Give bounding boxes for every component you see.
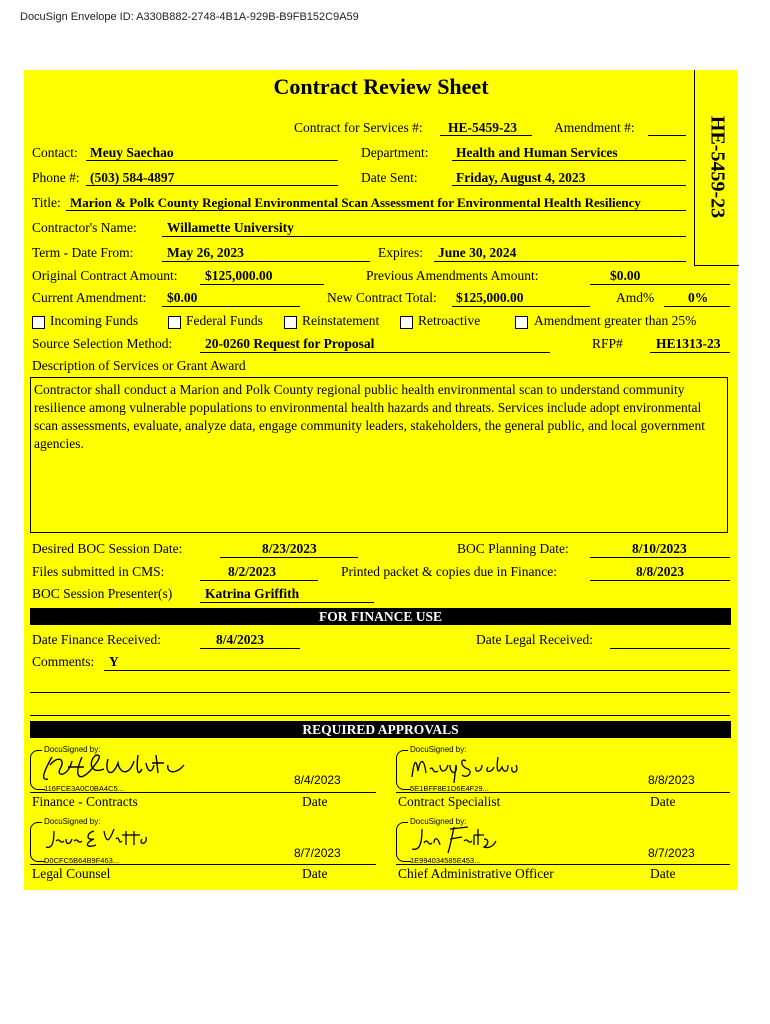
legal-counsel-role-label: Legal Counsel [32,866,111,881]
boc-planning-value: 8/10/2023 [632,541,687,556]
amendment-over-25-label: Amendment greater than 25% [534,313,697,328]
incoming-funds-label: Incoming Funds [50,313,139,328]
boc-presenter-value: Katrina Griffith [205,586,300,601]
date-sent-label: Date Sent: [361,170,418,185]
printed-packet-value: 8/8/2023 [636,564,685,579]
contractor-label: Contractor's Name: [32,220,137,235]
title-value: Marion & Polk County Regional Environmental Scan Assessment for Environmental Health Resiliency [70,195,641,210]
vertical-contract-number: HE-5459-23 [706,115,729,219]
current-amendment-label: Current Amendment: [32,290,147,305]
required-approvals-bar: REQUIRED APPROVALS [30,721,731,738]
desired-boc-value: 8/23/2023 [262,541,317,556]
signature-jeff-white [38,751,188,785]
incoming-funds-checkbox[interactable] [32,316,45,329]
amendment-label: Amendment #: [554,120,635,135]
signature-meuy-saechao [404,751,554,785]
federal-funds-checkbox[interactable] [168,316,181,329]
rfp-label: RFP# [592,336,623,351]
comments-label: Comments: [32,654,95,669]
desired-boc-label: Desired BOC Session Date: [32,541,183,556]
source-selection-label: Source Selection Method: [32,336,173,351]
envelope-id: DocuSign Envelope ID: A330B882-2748-4B1A-929B-B9FB152C9A59 [20,11,359,23]
date-sent-value: Friday, August 4, 2023 [456,170,586,185]
date-finance-received-value: 8/4/2023 [216,632,265,647]
new-total-value: $125,000.00 [456,290,524,305]
source-selection-value: 20-0260 Request for Proposal [205,336,375,351]
cao-role-label: Chief Administrative Officer [398,866,554,881]
reinstatement-checkbox[interactable] [284,316,297,329]
contract-for-services-label: Contract for Services #: [294,120,423,135]
finance-date-label: Date [302,794,328,809]
contract-review-sheet [24,70,738,890]
docusigned-by-label: DocuSigned by: [44,817,101,826]
contract-specialist-role-label: Contract Specialist [398,794,501,809]
department-label: Department: [361,145,429,160]
contract-specialist-signature[interactable] [396,747,556,791]
legal-counsel-signature[interactable] [30,819,190,863]
rfp-value: HE1313-23 [656,336,721,351]
term-value: May 26, 2023 [167,245,244,260]
reinstatement-label: Reinstatement [302,313,380,328]
signature-id: 5E1BFF8E1D6E4F29... [410,784,489,793]
legal-counsel-sign-date: 8/7/2023 [294,846,341,860]
amd-pct-value: 0% [688,290,709,305]
signature-jane-vetto [38,823,188,857]
department-value: Health and Human Services [456,145,618,160]
contractor-value: Willamette University [167,220,294,235]
contact-label: Contact: [32,145,78,160]
amendment-over-25-checkbox[interactable] [515,316,528,329]
expires-value: June 30, 2024 [438,245,517,260]
amd-pct-label: Amd% [616,290,655,305]
signature-jan-fritz [404,823,554,857]
finance-sign-date: 8/4/2023 [294,773,341,787]
docusigned-by-label: DocuSigned by: [410,817,467,826]
docusigned-by-label: DocuSigned by: [44,745,101,754]
signature-id: D0CFC5B64B9F463... [44,856,120,865]
boc-planning-label: BOC Planning Date: [457,541,569,556]
contract-for-services-value: HE-5459-23 [448,120,517,135]
term-label: Term - Date From: [32,245,134,260]
signature-id: 116FCE3A0C0BA4C5... [44,784,124,793]
retroactive-label: Retroactive [418,313,481,328]
new-total-label: New Contract Total: [327,290,437,305]
contract-specialist-date-label: Date [650,794,676,809]
description-text: Contractor shall conduct a Marion and Polk County regional public health environmental scan to understand community resilience among vulnerable populations to environmental health hazards and threats. Services include adopt environmental scan assessments, evaluate, analyze data, engage community leaders, stakeholders, the general public, and local government agencies. [30,377,728,533]
sheet-title: Contract Review Sheet [273,74,489,99]
phone-label: Phone #: [32,170,80,185]
cao-signature[interactable] [396,819,556,863]
description-label: Description of Services or Grant Award [32,358,246,373]
retroactive-checkbox[interactable] [400,316,413,329]
docusigned-by-label: DocuSigned by: [410,745,467,754]
title-label: Title: [32,195,61,210]
expires-label: Expires: [378,245,423,260]
signature-id: 1E994034585E453... [410,856,481,865]
cao-date-label: Date [650,866,676,881]
original-amount-value: $125,000.00 [205,268,273,283]
legal-counsel-date-label: Date [302,866,328,881]
phone-value: (503) 584-4897 [90,170,175,185]
original-amount-label: Original Contract Amount: [32,268,178,283]
current-amendment-value: $0.00 [167,290,198,305]
printed-packet-label: Printed packet & copies due in Finance: [341,564,557,579]
boc-presenter-label: BOC Session Presenter(s) [32,586,173,601]
comments-value: Y [109,654,119,669]
previous-amendments-value: $0.00 [610,268,641,283]
federal-funds-label: Federal Funds [186,313,263,328]
finance-use-bar: FOR FINANCE USE [30,608,731,625]
contact-value: Meuy Saechao [90,145,174,160]
files-cms-value: 8/2/2023 [228,564,277,579]
files-cms-label: Files submitted in CMS: [32,564,165,579]
contract-specialist-sign-date: 8/8/2023 [648,773,695,787]
previous-amendments-label: Previous Amendments Amount: [366,268,539,283]
cao-sign-date: 8/7/2023 [648,846,695,860]
finance-signature[interactable] [30,747,190,791]
vertical-contract-tab [694,70,739,266]
date-finance-received-label: Date Finance Received: [32,632,161,647]
finance-role-label: Finance - Contracts [32,794,138,809]
date-legal-received-label: Date Legal Received: [476,632,593,647]
